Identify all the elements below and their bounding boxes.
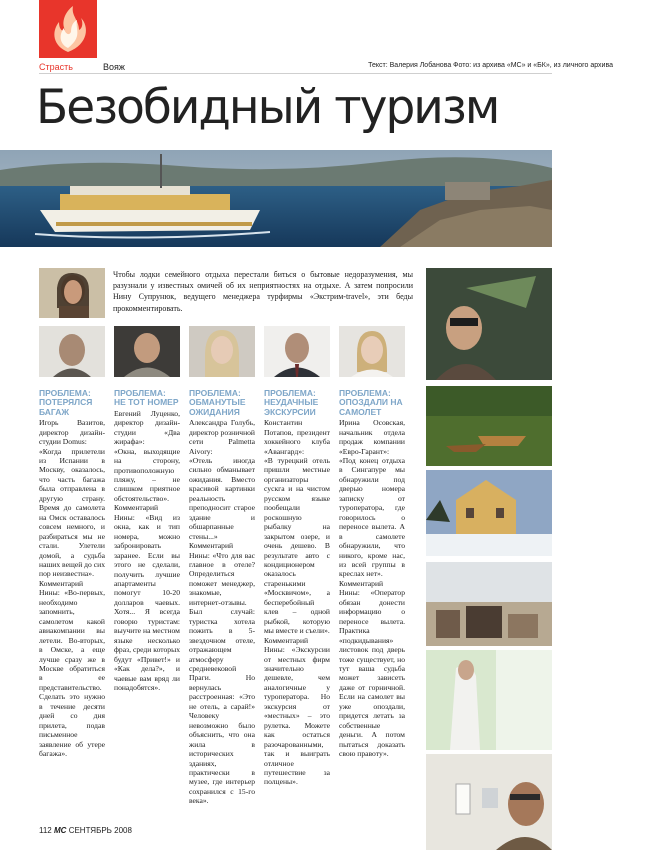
problem-text: Александра Голубь, директор розничной сети Palmetta Aivory: «Отель иногда сильно обманывает ожидания. Вместо красивой картинки реальность преподносит старое здание и обшарпанные стены...» Комментарий Нины: «Что для вас главное в отеле? Определиться поможет менеджер, знакомые, интернет-отзывы. Был случай: туристка хотела пожить в 5-звездочном отеле, отражающем атмосферу средневековой Праги. Но вернулась расстроенная: «Это не отель, а сарай!» Человеку невозможно было объяснить, что она жила в исторических зданиях, практически в музее, где интерьер сохранился с 15-го века». xyxy=(189,418,255,806)
problem-text: Игорь Вазитов, директор дизайн-студии Domus: «Когда прилетели из Испании в Москву, оказалось, что часть багажа была отправлена в другую страну. Время до самолета на Омск оставалось совсем немного, и разбираться мы не стали. Улетели домой, а судьба наших вещей до сих пор неизвестна». Комментарий Нины: «Во-первых, необходимо запомнить, самолетом какой авиакомпании вы летели. Во-вторых, в Омске, а еще лучше сразу же в Москве обратиться в ее представительство. Сделать это нужно в течение десяти дней со дня прилета, подав письменное заявление об утере багажа». xyxy=(39,418,105,759)
portrait-osovskaya xyxy=(339,326,405,377)
problem-column-baggage xyxy=(39,389,105,759)
problem-text: Константин Потапов, президент хоккейного клуба «Авангард»: «В турецкий отель пришли местные организаторы сускга и на чистом русском языке пообещали роскошную рыбалку на закрытом озере, и очень дешево. В результате авто с кондиционером оказалось старенькими «Москвичом», а бесперебойный клев – одной рыбкой, которую мы вместе и съели». Комментарий Нины: «Экскурсии от местных фирм значительно дешевле, чем аналогичные у туроператора. Но экскурсия от «местных» – это рулетка. Можете как остаться разочарованными, так и выиграть отличное путешествие за полцены». xyxy=(264,418,330,787)
sidebar-photo-winter-hotel xyxy=(426,470,552,556)
article-credits: Текст: Валерия Лобанова Фото: из архива «МС» и «БК», из личного архива xyxy=(368,62,613,69)
issue-date: СЕНТЯБРЬ 2008 xyxy=(68,826,132,835)
page-footer xyxy=(39,826,132,835)
page-number: 112 xyxy=(39,826,52,835)
sidebar-photo-man-phone xyxy=(426,754,552,850)
article-title: Безобидный туризм xyxy=(36,80,499,135)
portrait-lutsenko xyxy=(114,326,180,377)
problem-column-expectations xyxy=(189,389,255,806)
hero-photo-boat xyxy=(0,150,552,247)
problem-column-excursions xyxy=(264,389,330,787)
problem-column-flight xyxy=(339,389,405,759)
sidebar-photo-woman-window xyxy=(426,650,552,750)
portrait-golub xyxy=(189,326,255,377)
problem-text: Евгений Луценко, директор дизайн-студии «Два жирафа»: «Окна, выходящие на сторону, противоположную пляжу, – не слишком приятное обстоятельство». Комментарий Нины: «Вид из окна, как и тип номера, можно забронировать заранее. Если вы этого не сделали, получить лучшие апартаменты помогут 10-20 долларов чаевых. Хотя... Я всегда говорю туристам: выучите на местном языке несколько фраз, среди которых будут «Привет!» и «Как дела?», и чаевые вам вряд ли понадобятся». xyxy=(114,408,180,692)
flame-logo-icon xyxy=(39,0,97,58)
sidebar-photo-traveler-plane xyxy=(426,268,552,380)
problem-text: Ирина Осовская, начальник отдела продаж компании «Евро-Гарант»: «Под конец отдыха в Сингапуре мы обнаружили под дверью номера записку от туроператора, где говорилось о переносе вылета. А в самолете обнаружили, что никого, кроме нас, из всей группы в креслах нет». Комментарий Нины: «Оператор обязан донести информацию о переносе вылета. Практика «подкидывания» листовок под дверь тоже существует, но тут ваша судьба может зависеть даже от горничной. Если на самолет вы уже опоздали, придется летать за собственные деньги. А потом пытаться доказать свою правоту». xyxy=(339,418,405,759)
sidebar-photo-luggage xyxy=(426,562,552,646)
problem-column-room xyxy=(114,389,180,692)
portrait-potapov xyxy=(264,326,330,377)
problem-title: ПРОБЛЕМА: ОПОЗДАЛИ НА САМОЛЕТ xyxy=(339,388,403,417)
portrait-vazitov xyxy=(39,326,105,377)
problem-title: ПРОБЛЕМА: ОБМАНУТЫЕ ОЖИДАНИЯ xyxy=(189,388,246,417)
section-label-primary: Страсть xyxy=(39,62,73,72)
intro-portrait-photo xyxy=(39,268,105,318)
problem-title: ПРОБЛЕМА: НЕ ТОТ НОМЕР xyxy=(114,388,179,408)
header-divider xyxy=(39,73,552,74)
problem-title: ПРОБЛЕМА: НЕУДАЧНЫЕ ЭКСКУРСИИ xyxy=(264,388,319,417)
intro-paragraph: Чтобы лодки семейного отдыха перестали биться о бытовые недоразумения, мы разузнали у известных омичей об их неприятностях на отдыхе. А затем попросили Нину Супрунюк, ведущего менеджера турфирмы «Экстрим-travel», эти беды прокомментировать. xyxy=(113,270,413,313)
problem-title: ПРОБЛЕМА: ПОТЕРЯЛСЯ БАГАЖ xyxy=(39,388,93,417)
sidebar-photo-boat-lake xyxy=(426,386,552,466)
section-label-secondary: Вояж xyxy=(103,62,125,72)
magazine-brand: МС xyxy=(54,826,67,835)
